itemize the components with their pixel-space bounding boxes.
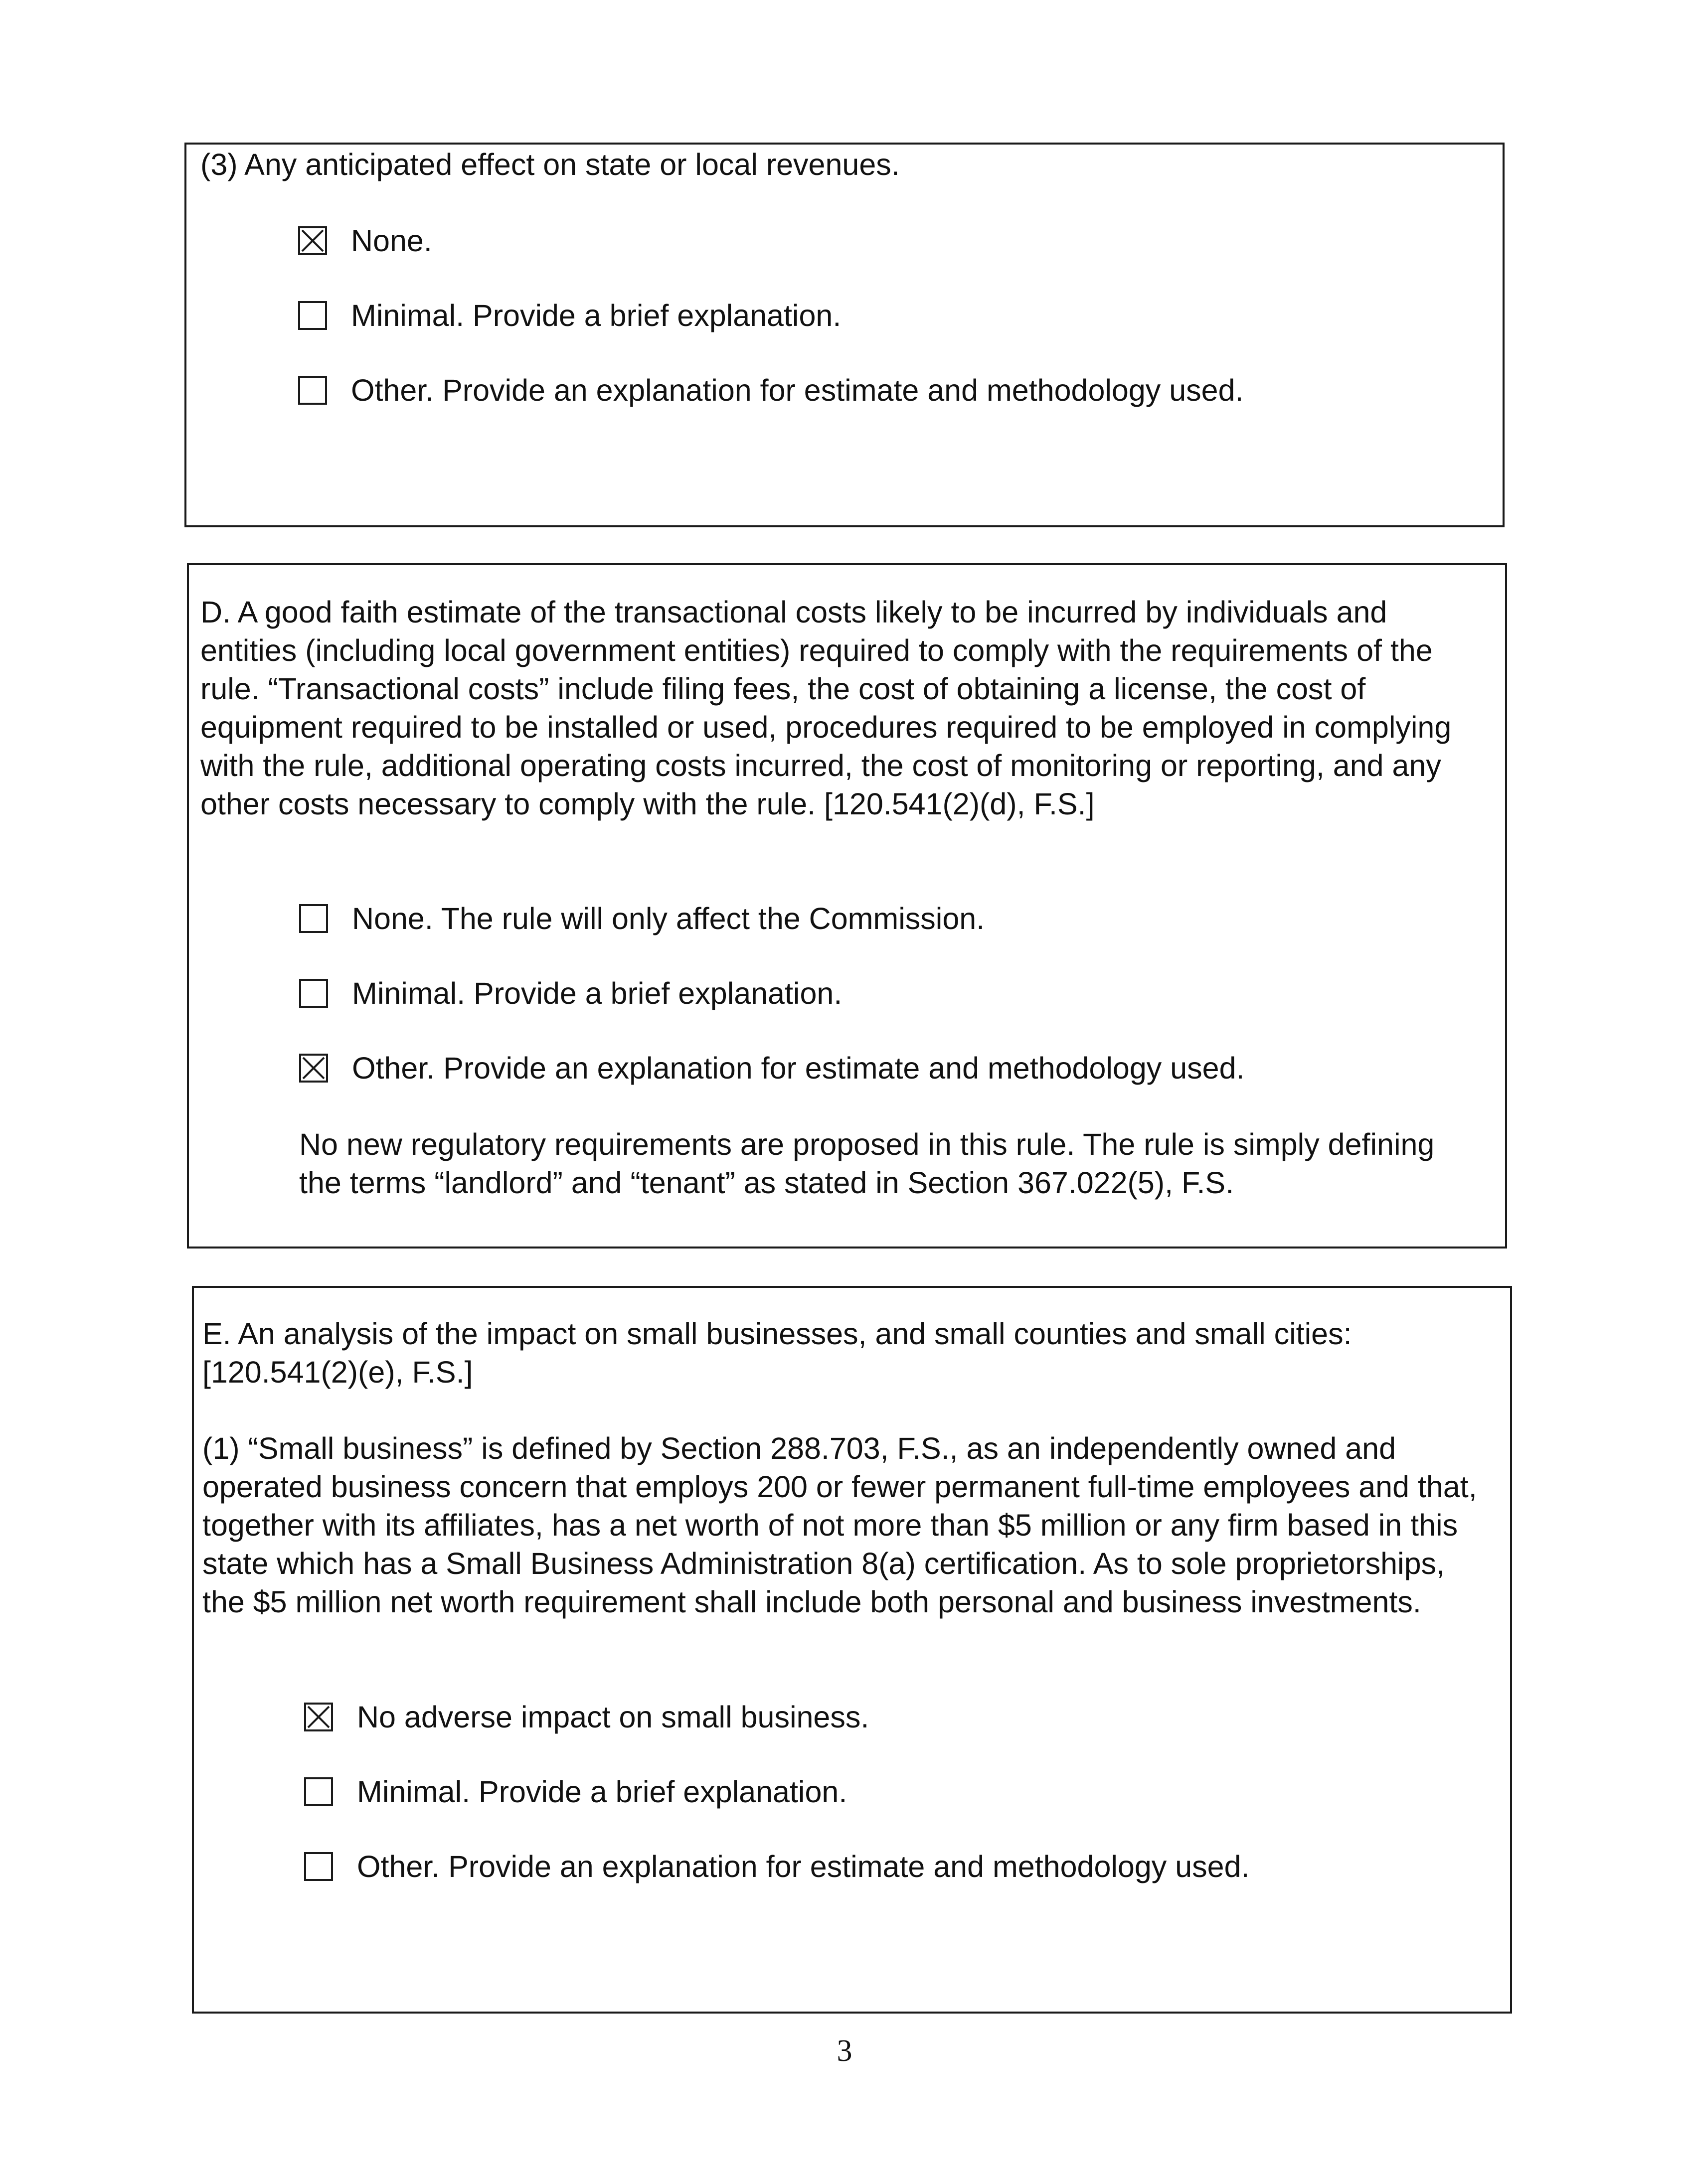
d-option-minimal[interactable] [299, 976, 842, 1011]
option-label: Minimal. Provide a brief explanation. [351, 299, 842, 332]
d-option-none[interactable] [299, 901, 985, 936]
checkbox-checked-icon[interactable] [304, 1703, 333, 1731]
section-d-paragraph: D. A good faith estimate of the transactional costs likely to be incurred by individuals and entities (including local government entities) required to comply with the requirements of the rule. “Transactional costs” include filing fees, the cost of obtaining a license, the cost of equipment required to be installed or used, procedures required to be employed in complying with the rule, additional operating costs incurred, the cost of monitoring or reporting, and any other costs necessary to comply with the rule. [120.541(2)(d), F.S.] [200, 595, 1452, 821]
checkbox-checked-icon[interactable] [299, 1054, 328, 1083]
e-option-no-adverse[interactable] [304, 1700, 869, 1734]
checkbox-empty-icon[interactable] [304, 1852, 333, 1881]
option-label: None. [351, 224, 432, 258]
checkbox-empty-icon[interactable] [299, 904, 328, 933]
c3-option-none[interactable] [298, 223, 432, 258]
option-label: Other. Provide an explanation for estimate and methodology used. [357, 1850, 1250, 1883]
option-label: Minimal. Provide a brief explanation. [352, 976, 843, 1010]
option-label: Other. Provide an explanation for estimate and methodology used. [351, 373, 1244, 407]
c3-option-minimal[interactable] [298, 298, 841, 333]
e-option-other[interactable] [304, 1849, 1249, 1884]
e-option-minimal[interactable] [304, 1774, 847, 1809]
page-number: 3 [837, 2034, 852, 2068]
option-label: Other. Provide an explanation for estimate and methodology used. [352, 1051, 1245, 1085]
section-c3-heading: (3) Any anticipated effect on state or local revenues. [200, 148, 900, 181]
section-e-box [192, 1286, 1512, 2014]
checkbox-empty-icon[interactable] [298, 301, 327, 330]
c3-option-other[interactable] [298, 373, 1243, 408]
d-option-other[interactable] [299, 1051, 1244, 1086]
section-e-heading: E. An analysis of the impact on small businesses, and small counties and small cities: [120.541(2)(e), F.S.] [202, 1317, 1352, 1389]
checkbox-checked-icon[interactable] [298, 226, 327, 255]
checkbox-empty-icon[interactable] [299, 979, 328, 1008]
checkbox-empty-icon[interactable] [304, 1777, 333, 1806]
section-c3-box [184, 143, 1505, 527]
option-label: Minimal. Provide a brief explanation. [357, 1775, 847, 1809]
section-d-explanation: No new regulatory requirements are proposed in this rule. The rule is simply defining the terms “landlord” and “tenant” as stated in Section 367.022(5), F.S. [299, 1127, 1435, 1200]
option-label: No adverse impact on small business. [357, 1700, 869, 1734]
checkbox-empty-icon[interactable] [298, 376, 327, 405]
option-label: None. The rule will only affect the Commission. [352, 902, 985, 936]
section-e-paragraph: (1) “Small business” is defined by Section 288.703, F.S., as an independently owned and operated business concern that employs 200 or fewer permanent full-time employees and that, together with its affiliates, has a net worth of not more than $5 million or any firm based in this state which has a Small Business Administration 8(a) certification. As to sole proprietorships, the $5 million net worth requirement shall include both personal and business investments. [202, 1431, 1477, 1619]
